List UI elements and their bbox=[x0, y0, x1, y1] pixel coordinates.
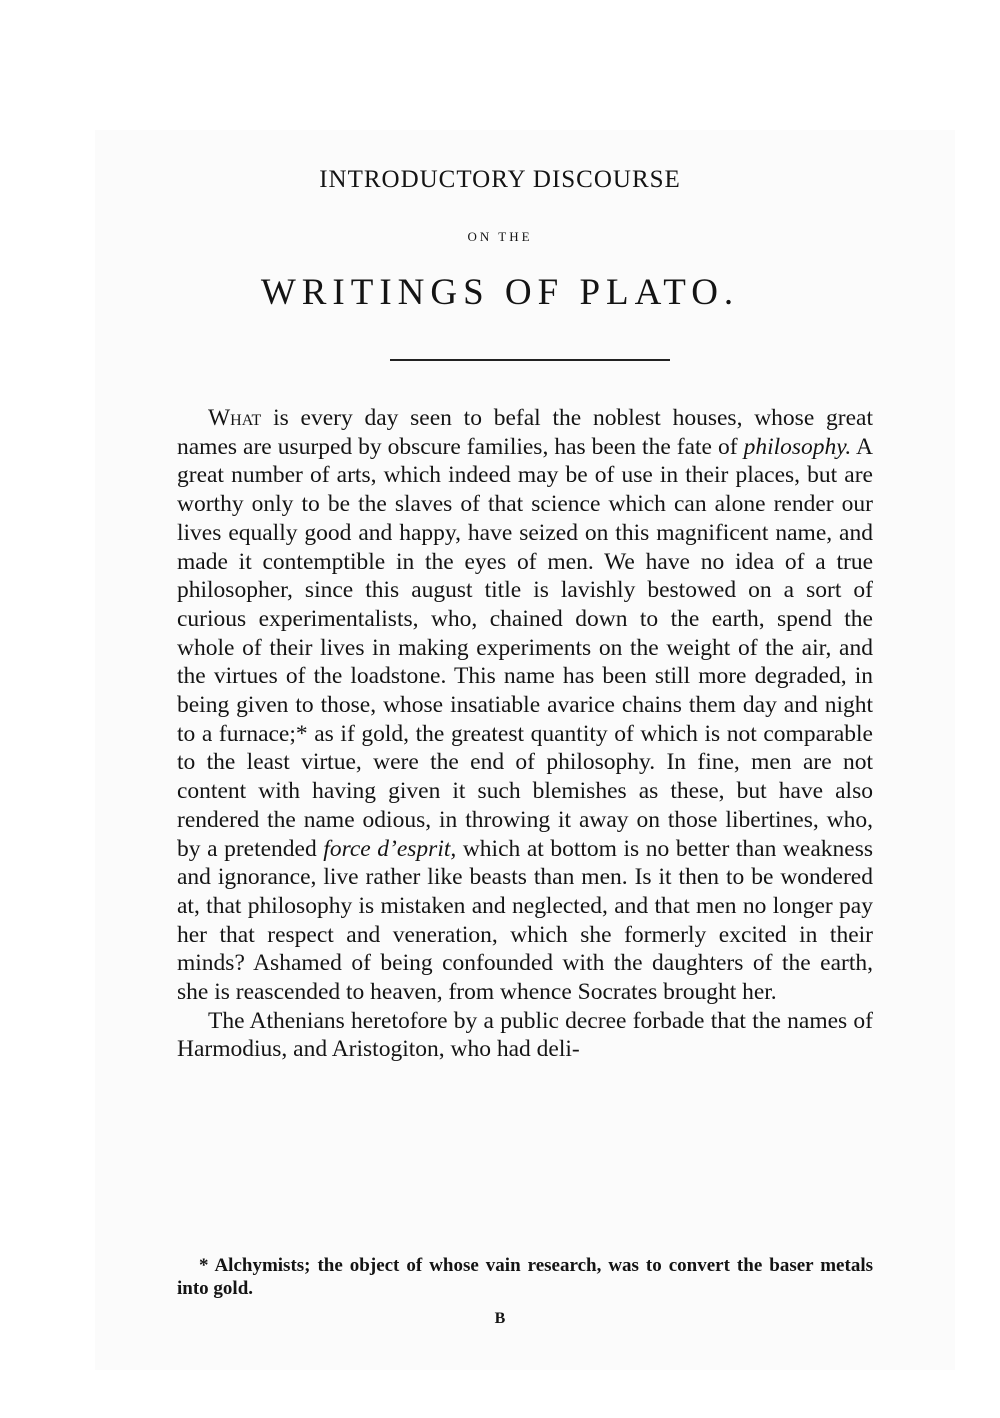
footnote-text: * Alchymists; the object of whose vain research, was to convert the baser metals into gold. bbox=[177, 1255, 873, 1299]
body-text bbox=[177, 404, 873, 1064]
paragraph-1-part-3: which at bottom is no better than weakness and ignorance, live rather like beasts than men. Is it then to be wondered at, that philosophy is mistaken and neglected, and that men no longer pay her that respect and veneration, which she formerly excited in their minds? Ashamed of being confounded with the daughters of the earth, she is reascended to heaven, from whence Socrates brought her. bbox=[177, 835, 873, 1006]
title-line-1: INTRODUCTORY DISCOURSE bbox=[319, 166, 681, 193]
paragraph-2: The Athenians heretofore by a public decree forbade that the names of Harmodius, and Aristogiton, who had deli- bbox=[177, 1007, 873, 1063]
title-line-3: WRITINGS OF PLATO. bbox=[260, 272, 740, 313]
title-divider bbox=[390, 359, 670, 361]
title-line-2: ON THE bbox=[467, 229, 533, 244]
paragraph-1-part-2: A great number of arts, which indeed may be of use in their places, but are worthy only to be the slaves of that science which can alone render our lives equally good and happy, have seized on this magnificent name, and made it contemptible in the eyes of men. We have no idea of a true philosopher, since this august title is lavishly bestowed on a sort of curious experimentalists, who, chained down to the earth, spend the whole of their lives in making experiments on the weight of the air, and the virtues of the loadstone. This name has been still more degraded, in being given to those, whose insatiable avarice chains them day and night to a furnace;* as if gold, the greatest quantity of which is not comparable to the least virtue, were the end of philosophy. In fine, men are not content with having given it such blemishes as these, but have also rendered the name odious, in throwing it away on those libertines, who, by a pretended bbox=[177, 433, 873, 862]
italic-force-desprit: force d’esprit, bbox=[323, 835, 457, 862]
signature-mark: B bbox=[494, 1310, 506, 1327]
opening-word: What bbox=[208, 405, 262, 431]
italic-philosophy: philosophy. bbox=[743, 433, 852, 460]
footnote bbox=[177, 1254, 873, 1300]
paragraph-1 bbox=[177, 404, 873, 1007]
paragraph-1-part-1: is every day seen to befal the noblest houses, whose great names are usurped by obscure families, has been the fate of bbox=[177, 405, 873, 460]
